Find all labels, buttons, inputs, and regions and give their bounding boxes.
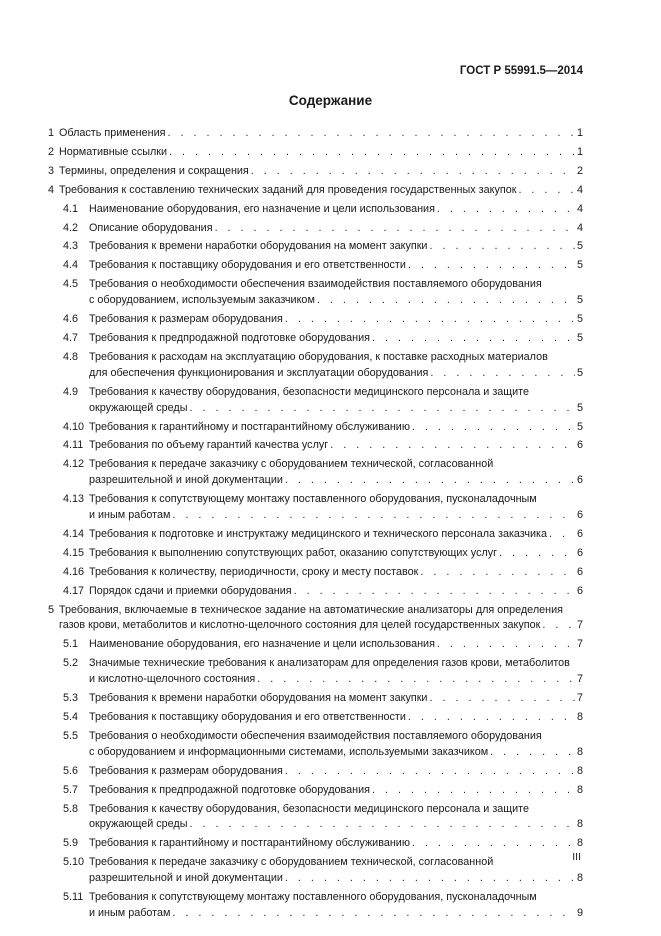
toc-entry-title: Требования к размерам оборудования (89, 313, 283, 326)
toc-page-number: 6 (576, 474, 583, 487)
toc-page-number: 6 (576, 439, 583, 452)
toc-entry[interactable] (48, 546, 583, 562)
toc-entry-text (89, 656, 583, 688)
toc-entry[interactable] (48, 239, 583, 255)
toc-entry-title: Требования к предпродажной подготовке оборудования (89, 331, 370, 344)
toc-entry[interactable] (48, 802, 583, 834)
toc-entry-number: 4 (48, 183, 55, 196)
toc-entry-title: и иным работам (89, 509, 171, 522)
toc-entry-title: Требования к гарантийному и постгарантийному обслуживанию (89, 837, 410, 850)
toc-entry[interactable] (48, 710, 583, 726)
toc-entry-number: 4.5 (63, 278, 79, 291)
toc-entry-text (89, 350, 583, 382)
toc-page-number: 5 (576, 259, 583, 272)
toc-entry-title: Требования к времени наработки оборудования на момент закупки (89, 240, 428, 253)
toc-leader-dots (490, 745, 575, 761)
toc-leader-dots (518, 183, 575, 199)
toc-leader-dots (172, 508, 575, 524)
toc-entry[interactable] (48, 603, 583, 635)
toc-entry-text (89, 546, 583, 562)
toc-entry[interactable] (48, 183, 583, 199)
toc-entry-number: 5.3 (63, 692, 79, 705)
toc-entry-text (89, 783, 583, 799)
toc-page-number: 7 (576, 673, 583, 686)
toc-entry-text (89, 527, 583, 543)
toc-page-number: 4 (576, 183, 583, 196)
toc-entry-number: 4.1 (63, 202, 79, 215)
toc-entry-text (89, 457, 583, 489)
toc-entry-number: 5 (48, 603, 55, 616)
toc-leader-dots (408, 710, 575, 726)
toc-entry-title: Требования к передаче заказчику с оборудованием технической, согласованной (89, 458, 494, 471)
toc-entry-title: с оборудованием и информационными системами, используемыми заказчиком (89, 745, 489, 758)
toc-entry-title: Требования к сопутствующему монтажу поставленного оборудования, пусконаладочным (89, 891, 537, 904)
toc-entry-number: 4.14 (63, 527, 85, 540)
toc-page-number: 4 (576, 221, 583, 234)
toc-leader-dots (168, 126, 575, 142)
toc-page-number: 6 (576, 527, 583, 540)
toc-entry-number: 1 (48, 127, 55, 139)
toc-leader-dots (257, 672, 575, 688)
toc-entry-title: Требования к подготовке и инструктажу медицинского и технического персонала заказчика (89, 527, 548, 540)
toc-leader-dots (372, 783, 575, 799)
toc-entry-title: Требования к количеству, периодичности, сроку и месту поставок (89, 565, 419, 578)
toc-entry-text (89, 836, 583, 852)
toc-leader-dots (330, 438, 575, 454)
toc-page-number: 1 (576, 145, 583, 158)
document-header: ГОСТ Р 55991.5—2014 (459, 65, 583, 77)
toc-entry-number: 4.10 (63, 420, 85, 433)
toc-page-number: 7 (576, 619, 583, 632)
toc-entry-title: Требования к размерам оборудования (89, 764, 283, 777)
toc-entry[interactable] (48, 350, 583, 382)
toc-entry-title: Требования о необходимости обеспечения взаимодействия поставляемого оборудования (89, 278, 542, 291)
toc-entry[interactable] (48, 438, 583, 454)
toc-entry-text (89, 385, 583, 417)
toc-entry-number: 4.4 (63, 259, 79, 272)
toc-entry-text (89, 258, 583, 274)
toc-entry[interactable] (48, 836, 583, 852)
toc-entry-number: 5.9 (63, 837, 79, 850)
toc-entry-title: Требования к времени наработки оборудования на момент закупки (89, 692, 428, 705)
toc-spacer (48, 922, 583, 925)
toc-entry-text (89, 802, 583, 834)
toc-leader-dots (251, 164, 575, 180)
toc-leader-dots (285, 871, 575, 887)
toc-entry[interactable] (48, 202, 583, 218)
toc-entry-text (89, 239, 583, 255)
toc-entry-title: Требования к расходам на эксплуатацию оборудования, к поставке расходных материалов (89, 350, 548, 363)
toc-entry-title: для обеспечения функционирования и эксплуатации оборудования (89, 366, 429, 379)
toc-entry-title: разрешительной и иной документации (89, 474, 283, 487)
toc-leader-dots (169, 145, 575, 161)
toc-entry-title: Требования к передаче заказчику с оборудованием технической, согласованной (89, 856, 494, 869)
toc-page-number: 8 (576, 764, 583, 777)
toc-entry-title: Нормативные ссылки (59, 145, 168, 158)
toc-entry[interactable] (48, 691, 583, 707)
toc-page-number: 5 (576, 331, 583, 344)
toc-leader-dots (317, 293, 575, 309)
toc-entry-number: 4.11 (63, 439, 84, 452)
toc-entry-title: и иным работам (89, 906, 171, 919)
toc-entry-text (89, 492, 583, 524)
toc-entry-text (59, 145, 583, 161)
toc-leader-dots (437, 202, 575, 218)
toc-entry-title: Требования к составлению технических заданий для проведения государственных закупок (59, 183, 517, 196)
toc-page-number: 8 (576, 837, 583, 850)
toc-entry-title: газов крови, метаболитов и кислотно-щелочного состояния для целей государственных закупок (59, 619, 541, 632)
toc-entry-title: Требования к сопутствующему монтажу поставленного оборудования, пусконаладочным (89, 493, 537, 506)
toc-entry-text (59, 164, 583, 180)
toc-entry-title: Требования к поставщику оборудования и его ответственности (89, 711, 406, 723)
toc-entry-title: с оборудованием, используемым заказчиком (89, 294, 315, 307)
toc-entry-text (89, 221, 583, 237)
toc-entry-title: Термины, определения и сокращения (59, 164, 249, 177)
toc-entry-text (89, 637, 583, 653)
toc-entry[interactable] (48, 312, 583, 328)
toc-page-number: 9 (576, 906, 583, 919)
toc-page-number: 6 (576, 584, 583, 597)
toc-leader-dots (190, 401, 575, 417)
toc-entry-title: Требования к поставщику оборудования и его ответственности (89, 259, 406, 272)
toc-entry-number: 5.4 (63, 711, 79, 723)
toc-entry-text (89, 710, 583, 726)
toc-entry-number: 4.2 (63, 221, 79, 234)
toc-entry-number: 5.6 (63, 764, 79, 777)
toc-page-number: 5 (576, 401, 583, 414)
toc-entry[interactable] (48, 783, 583, 799)
toc-entry-number: 4.13 (63, 493, 85, 506)
toc-entry[interactable] (48, 637, 583, 653)
toc-entry[interactable] (48, 492, 583, 524)
toc-entry[interactable] (48, 890, 583, 922)
toc-entry-number: 5.10 (63, 856, 85, 869)
toc-leader-dots (429, 239, 575, 255)
toc-entry-text (89, 438, 583, 454)
toc-entry-number: 5.8 (63, 802, 79, 815)
toc-page-number: 4 (576, 202, 583, 215)
toc-leader-dots (429, 691, 575, 707)
toc-page-number: 8 (576, 745, 583, 758)
toc-entry-number: 4.7 (63, 331, 79, 344)
toc-entry[interactable] (48, 331, 583, 347)
toc-entry-number: 3 (48, 164, 55, 177)
toc-leader-dots (172, 906, 575, 922)
toc-entry-number: 4.8 (63, 350, 79, 363)
toc-entry-text (89, 764, 583, 780)
toc-page-number: 6 (576, 546, 583, 559)
toc-entry[interactable] (48, 584, 583, 600)
toc-page-number: 5 (576, 420, 583, 433)
toc-entry[interactable] (48, 457, 583, 489)
toc-entry[interactable] (48, 565, 583, 581)
toc-entry-title: Требования к выполнению сопутствующих работ, оказанию сопутствующих услуг (89, 546, 498, 559)
toc-entry-text (89, 691, 583, 707)
toc-leader-dots (285, 312, 575, 328)
toc-entry-title: Требования к качеству оборудования, безопасности медицинского персонала и защите (89, 802, 530, 815)
toc-entry-title: Требования к предпродажной подготовке оборудования (89, 783, 370, 796)
toc-entry-text (89, 584, 583, 600)
toc-page-number: 7 (576, 638, 583, 651)
toc-entry-title: окружающей среды (89, 818, 188, 831)
toc-page-number: 8 (576, 711, 583, 723)
toc-entry-text (89, 855, 583, 887)
toc-entry[interactable] (48, 258, 583, 274)
toc-entry[interactable] (48, 221, 583, 237)
toc-leader-dots (215, 221, 575, 237)
toc-entry-title: Требования к качеству оборудования, безопасности медицинского персонала и защите (89, 385, 530, 398)
toc-leader-dots (408, 258, 575, 274)
toc-entry-title: Описание оборудования (89, 221, 213, 234)
toc-entry-text (89, 277, 583, 309)
toc-page-number: 7 (576, 692, 583, 705)
toc-leader-dots (549, 527, 575, 543)
toc-leader-dots (542, 618, 575, 634)
toc-leader-dots (294, 584, 575, 600)
table-of-contents (48, 126, 583, 925)
toc-entry-title: и кислотно-щелочного состояния (89, 673, 256, 686)
toc-entry-title: Порядок сдачи и приемки оборудования (89, 584, 292, 597)
toc-entry-number: 5.11 (63, 891, 84, 904)
toc-leader-dots (420, 565, 575, 581)
toc-page-number: 6 (576, 565, 583, 578)
toc-leader-dots (285, 473, 575, 489)
toc-entry-number: 4.17 (63, 584, 85, 597)
toc-leader-dots (285, 764, 575, 780)
toc-entry[interactable] (48, 164, 583, 180)
toc-entry-number: 4.6 (63, 313, 79, 326)
toc-page-number: 8 (576, 783, 583, 796)
toc-entry[interactable] (48, 385, 583, 417)
toc-entry-number: 5.7 (63, 783, 79, 796)
toc-entry-number: 5.1 (63, 638, 79, 651)
toc-entry-text (59, 183, 583, 199)
toc-entry-text (59, 126, 583, 142)
toc-page-number: 2 (576, 164, 583, 177)
toc-entry-number: 4.12 (63, 458, 85, 471)
toc-page-number: 5 (576, 313, 583, 326)
toc-entry-text (89, 331, 583, 347)
toc-entry-text (89, 312, 583, 328)
toc-entry-text (89, 729, 583, 761)
toc-entry[interactable] (48, 656, 583, 688)
toc-entry-title: Наименование оборудования, его назначение и цели использования (89, 202, 435, 215)
toc-entry-number: 2 (48, 145, 55, 158)
toc-entry[interactable] (48, 764, 583, 780)
toc-page-number: 8 (576, 818, 583, 831)
toc-entry-title: Требования по объему гарантий качества услуг (89, 439, 329, 452)
toc-page-number: 5 (576, 294, 583, 307)
toc-entry[interactable] (48, 855, 583, 887)
toc-page-number: 8 (576, 872, 583, 885)
toc-entry-text (89, 420, 583, 436)
toc-entry[interactable] (48, 420, 583, 436)
toc-entry-title: Область применения (59, 127, 166, 139)
toc-entry[interactable] (48, 145, 583, 161)
toc-entry-number: 4.3 (63, 240, 79, 253)
toc-leader-dots (430, 366, 575, 382)
toc-entry-title: Значимые технические требования к анализаторам для определения газов крови, метаболитов (89, 657, 570, 670)
toc-entry-text (59, 603, 583, 635)
toc-entry-title: Требования к гарантийному и постгарантийному обслуживанию (89, 420, 410, 433)
toc-page-number: 5 (576, 366, 583, 379)
toc-entry-text (89, 565, 583, 581)
toc-entry-title: разрешительной и иной документации (89, 872, 283, 885)
toc-entry-number: 5.5 (63, 729, 79, 742)
toc-entry-number: 4.9 (63, 385, 79, 398)
toc-page-number: 1 (576, 127, 583, 139)
page-number: III (572, 851, 581, 863)
toc-leader-dots (372, 331, 575, 347)
toc-page-number: 5 (576, 240, 583, 253)
toc-leader-dots (499, 546, 575, 562)
toc-page-number: 6 (576, 509, 583, 522)
toc-leader-dots (437, 637, 575, 653)
page-title: Содержание (288, 93, 373, 108)
toc-leader-dots (190, 817, 575, 833)
toc-entry-title: Требования, включаемые в техническое задание на автоматические анализаторы для определения (59, 603, 563, 616)
toc-entry-title: окружающей среды (89, 401, 188, 414)
toc-entry[interactable] (48, 729, 583, 761)
toc-entry[interactable] (48, 277, 583, 309)
toc-entry-text (89, 890, 583, 922)
toc-entry[interactable] (48, 527, 583, 543)
toc-entry-title: Требования о необходимости обеспечения взаимодействия поставляемого оборудования (89, 729, 542, 742)
toc-entry-number: 4.15 (63, 546, 85, 559)
toc-entry-title: Наименование оборудования, его назначение и цели использования (89, 638, 435, 651)
toc-leader-dots (412, 836, 575, 852)
toc-entry-number: 4.16 (63, 565, 85, 578)
toc-entry[interactable] (48, 126, 583, 142)
toc-leader-dots (412, 420, 575, 436)
toc-entry-text (89, 202, 583, 218)
toc-entry-number: 5.2 (63, 657, 79, 670)
